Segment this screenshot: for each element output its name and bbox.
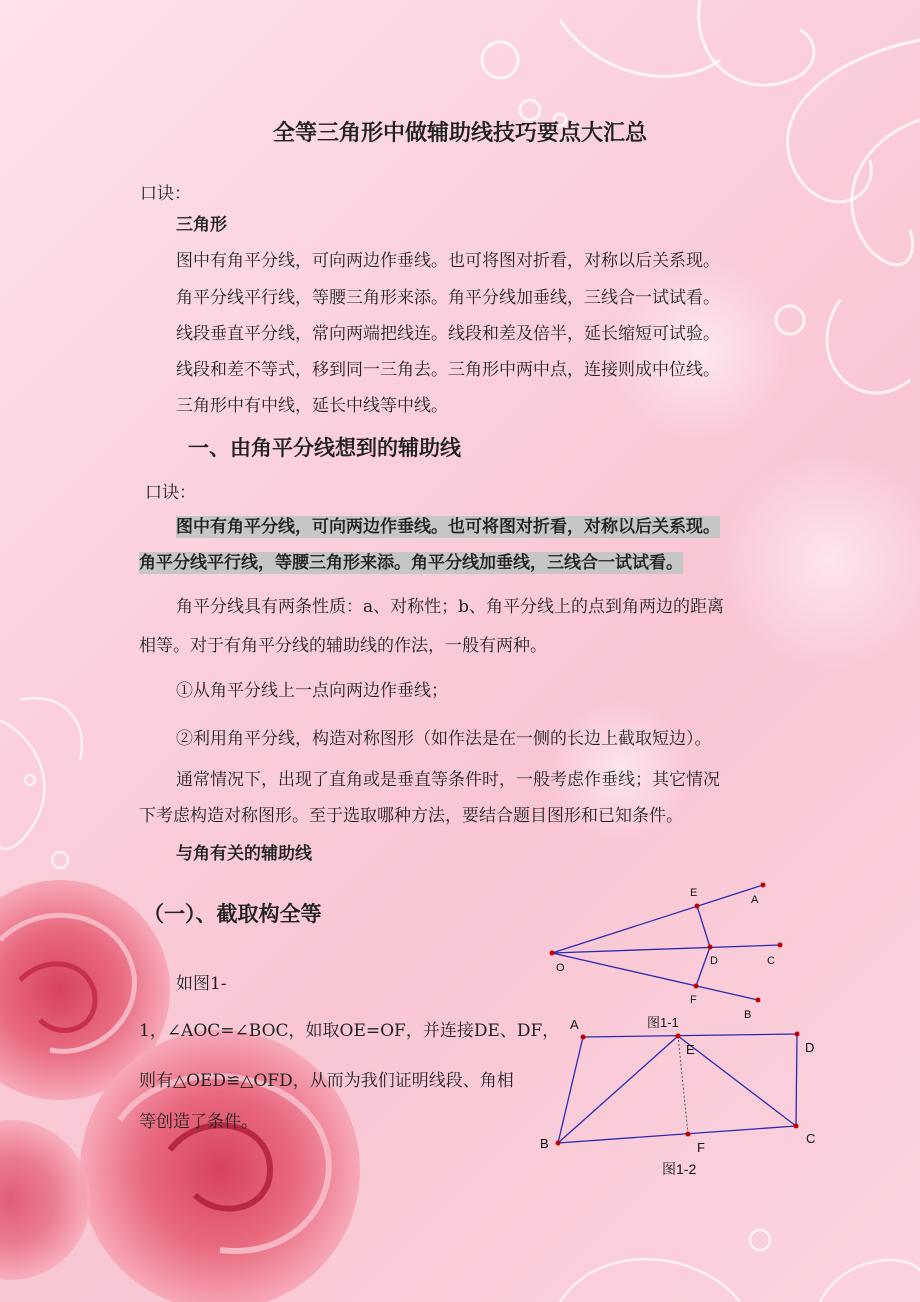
label-d: D — [710, 955, 718, 967]
segment-eb — [558, 1036, 678, 1143]
section-heading: （一）、截取构全等 — [143, 902, 322, 926]
ray-ob — [552, 953, 758, 1000]
verse-line: 线段和差不等式，移到同一三角去。三角形中两中点，连接则成中位线。 — [176, 360, 720, 380]
point-b — [756, 998, 761, 1003]
document-title: 全等三角形中做辅助线技巧要点大汇总 — [272, 121, 647, 146]
point-a — [761, 883, 766, 888]
example-line: 1，∠AOC=∠BOC，如取OE=OF，并连接DE、DF， — [139, 1021, 560, 1041]
point-a — [581, 1035, 586, 1040]
figure-1-2-caption: 图1-2 — [662, 1161, 697, 1177]
label-c: C — [767, 955, 775, 967]
label-f: F — [697, 1140, 705, 1155]
point-c — [778, 943, 783, 948]
point-b — [556, 1141, 561, 1146]
label-f: F — [690, 994, 697, 1006]
point-f — [686, 1132, 691, 1137]
method-item: ②利用角平分线，构造对称图形（如作法是在一侧的长边上截取短边）。 — [176, 729, 712, 749]
verse-line: 三角形中有中线，延长中线等中线。 — [176, 396, 448, 416]
label-a: A — [751, 894, 759, 906]
verse-line: 角平分线平行线，等腰三角形来添。角平分线加垂线，三线合一试试看。 — [176, 288, 720, 308]
label-c: C — [806, 1131, 816, 1146]
segment-df — [696, 947, 710, 986]
ray-oc — [552, 945, 780, 953]
segment-bc — [558, 1126, 796, 1143]
paragraph-line: 角平分线具有两条性质：a、对称性；b、角平分线上的点到角两边的距离 — [176, 597, 725, 617]
method-item: ①从角平分线上一点向两边作垂线； — [176, 681, 448, 701]
point-o — [550, 951, 555, 956]
highlight-text: 角平分线平行线，等腰三角形来添。角平分线加垂线，三线合一试试看。 — [139, 553, 683, 573]
verse-line: 图中有角平分线，可向两边作垂线。也可将图对折看，对称以后关系现。 — [176, 251, 720, 271]
figure-1-2 — [530, 1010, 830, 1185]
subsection-label: 与角有关的辅助线 — [176, 844, 312, 864]
paragraph-line: 通常情况下，出现了直角或是垂直等条件时，一般考虑作垂线；其它情况 — [176, 770, 720, 790]
triangle-label: 三角形 — [176, 215, 227, 235]
highlighted-verse — [176, 515, 720, 539]
mnemonic-label: 口诀： — [145, 483, 196, 503]
paragraph-line: 相等。对于有角平分线的辅助线的作法，一般有两种。 — [139, 636, 547, 656]
highlight-text: 图中有角平分线，可向两边作垂线。也可将图对折看，对称以后关系现。 — [176, 517, 720, 537]
highlighted-verse — [139, 551, 683, 575]
verse-line: 线段垂直平分线，常向两端把线连。线段和差及倍半，延长缩短可试验。 — [176, 324, 720, 344]
label-b: B — [744, 1009, 752, 1021]
ray-oa — [552, 885, 763, 953]
example-line: 如图1- — [176, 974, 227, 994]
segment-ec — [678, 1036, 796, 1126]
paragraph-line: 下考虑构造对称图形。至于选取哪种方法，要结合题目图形和已知条件。 — [139, 806, 683, 826]
point-d — [795, 1032, 800, 1037]
example-line: 则有△OED≌△OFD，从而为我们证明线段、角相 — [139, 1071, 514, 1091]
label-e: E — [686, 1042, 695, 1057]
label-d: D — [805, 1040, 815, 1055]
section-heading: 一、由角平分线想到的辅助线 — [188, 436, 461, 460]
point-e — [676, 1034, 681, 1039]
label-a: A — [570, 1017, 579, 1032]
point-f — [694, 984, 699, 989]
point-c — [794, 1124, 799, 1129]
segment-ed — [697, 906, 710, 947]
label-b: B — [540, 1136, 549, 1151]
point-e — [695, 904, 700, 909]
figure-1-1 — [530, 875, 800, 1025]
segment-ab — [558, 1037, 583, 1143]
label-o: O — [556, 962, 565, 974]
label-e: E — [690, 887, 698, 899]
segment-dc — [796, 1034, 797, 1126]
point-d — [708, 945, 713, 950]
segment-ad — [583, 1034, 797, 1037]
mnemonic-label: 口诀： — [140, 184, 191, 204]
example-line: 等创造了条件。 — [139, 1112, 258, 1132]
figure-1-1-caption: 图1-1 — [647, 1015, 679, 1030]
